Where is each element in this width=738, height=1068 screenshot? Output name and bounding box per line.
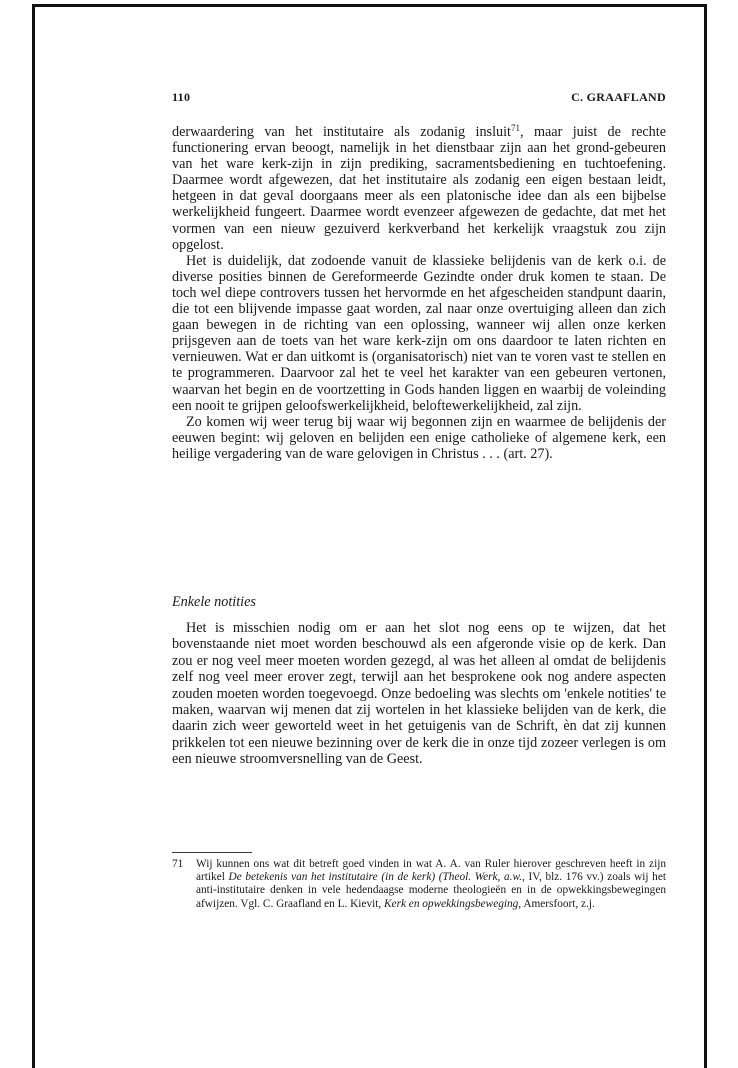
footnote-number: 71 <box>172 858 184 870</box>
page-number: 110 <box>172 90 191 104</box>
paragraph-1-text-a: derwaardering van het institutaire als zodanig insluit <box>172 124 511 140</box>
footnote-ref-71[interactable]: 71 <box>511 123 520 133</box>
footnote <box>172 858 666 911</box>
paragraph-1-text-b: , maar juist de rechte functionering ervan beoogt, namelijk in het dienstbaar zijn aan het grond-gebeuren van het ware kerk-zijn in zijn prediking, sacramentsbediening en tuchtoefening. Daarmee wordt afgewezen, dat het institutaire als zodanig een eigen bestaan leidt, hetgeen in dat geval doorgaans meer als een platonische idee dan als een bijbelse werkelijkheid fungeert. Daarmee wordt evenzeer afgewezen de gedachte, dat met het vormen van een nieuw gezuiverd kerkverband het kerkelijk vraagstuk zou zijn opgelost. <box>172 124 666 253</box>
footnote-text <box>196 858 666 911</box>
footnote-text-part-2: , IV, blz. 176 vv.) zoals wij het anti-institutaire denken in vele hedendaagse moderne theologieën en in de opwekkingsbewegingen afwijzen. Vgl. C. Graafland en L. Kievit, <box>196 871 666 910</box>
running-title: C. GRAAFLAND <box>571 90 666 104</box>
paragraph-2: Het is duidelijk, dat zodoende vanuit de klassieke belijdenis van de kerk o.i. de diverse posities binnen de Gereformeerde Gezindte onder druk komen te staan. De toch wel diepe controvers tussen het hervormde en het afgescheiden standpunt daarin, die tot een blijvende impasse gaat worden, zal naar onze overtuiging alleen dan zich gaan bewegen in de richting van een oplossing, wanneer wij allen onze kerken prijsgeven aan de toets van het ware kerk-zijn om ons daardoor te laten richten en vernieuwen. Wat er dan uitkomt is (organisatorisch) niet van te voren vast te stellen en te programmeren. Daarvoor zal het te veel het karakter van een gebeuren vertonen, waarvan het begin en de voortzetting in Gods handen liggen en waarbij de voleinding een nooit te grijpen geloofswerkelijkheid, beloftewerkelijkheid, zal zijn. <box>172 252 666 414</box>
page-frame-top <box>32 4 706 7</box>
footnote-divider <box>172 852 252 853</box>
paragraph-3: Zo komen wij weer terug bij waar wij begonnen zijn en waarmee de belijdenis der eeuwen begint: wij geloven en belijden een enige catholieke of algemene kerk, een heilige vergadering van de ware gelovigen in Christus . . . (art. 27). <box>172 413 666 462</box>
footnote-text-part-3: Amersfoort, z.j. <box>521 897 595 910</box>
section-paragraph: Het is misschien nodig om er aan het slot nog eens op te wijzen, dat het bovenstaande niet moet worden beschouwd als een afgeronde visie op de kerk. Dan zou er nog veel meer moeten worden gezegd, al was het alleen al omdat de belijdenis zelf nog veel meer erover zegt, terwijl aan het besprokene ook nog andere aspecten zouden moeten worden toegevoegd. Onze bedoeling was slechts om 'enkele notities' te maken, waarvan wij menen dat zij wortelen in het klassieke belijden van de kerk, die daarin zich weer geworteld weet in het getuigenis van de Schrift, èn dat zij kunnen prikkelen tot een nieuwe bezinning over de kerk die in onze tijd zozeer verlegen is om een nieuwe stroomversnelling van de Geest. <box>172 620 666 768</box>
paragraph-1 <box>172 124 666 253</box>
footnote-book-title: Kerk en opwekkingsbeweging, <box>384 897 522 910</box>
section-text <box>172 620 666 768</box>
page-frame-right <box>704 4 707 1068</box>
footnote-text-part-1: Wij kunnen ons wat dit betreft goed vinden in wat A. A. van Ruler hierover geschreven heeft in zijn artikel <box>196 858 666 884</box>
page-frame-left <box>32 4 35 1068</box>
section-heading: Enkele notities <box>172 594 256 610</box>
running-header <box>172 90 666 106</box>
main-text <box>172 124 666 462</box>
footnote-article-title: De betekenis van het institutaire (in de kerk) (Theol. Werk, a.w. <box>228 871 523 884</box>
